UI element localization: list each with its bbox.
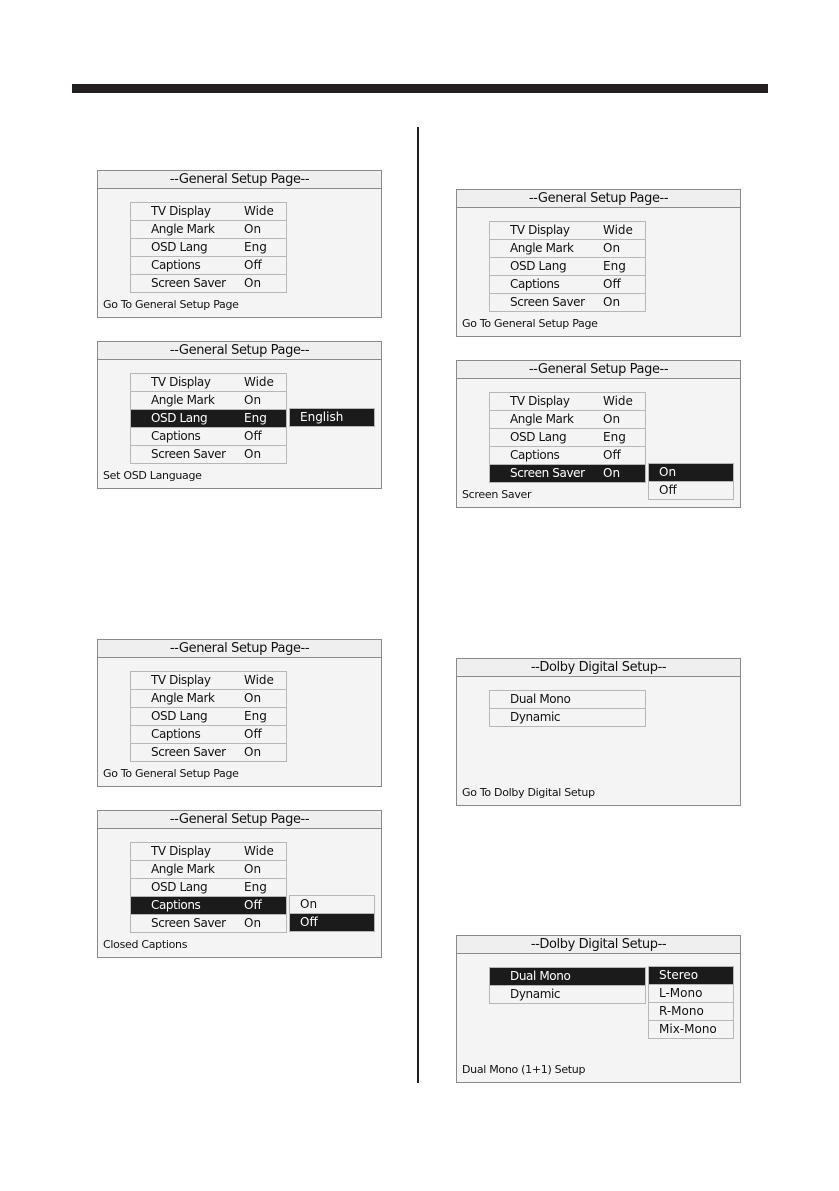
- menu-row-tv-display[interactable]: [131, 843, 286, 861]
- menu-value: On: [244, 691, 262, 705]
- menu-row-dual-mono-selected[interactable]: [490, 968, 645, 986]
- menu-value: Wide: [244, 673, 274, 687]
- menu-row-screen-saver[interactable]: [131, 744, 286, 762]
- captions-submenu: [289, 895, 375, 932]
- osd-title: --General Setup Page--: [97, 170, 382, 189]
- dual-mono-submenu: [648, 966, 734, 1039]
- menu-label: Screen Saver: [151, 916, 226, 930]
- menu-row-screen-saver[interactable]: [490, 294, 645, 312]
- menu-row-captions[interactable]: [131, 257, 286, 275]
- menu-row-screen-saver[interactable]: [131, 915, 286, 933]
- menu-value: Off: [244, 258, 262, 272]
- general-setup-menu: [130, 842, 287, 933]
- menu-label: Screen Saver: [151, 447, 226, 461]
- osd-title: --General Setup Page--: [97, 341, 382, 360]
- menu-value: Eng: [603, 430, 626, 444]
- menu-label: Screen Saver: [151, 276, 226, 290]
- menu-value: On: [603, 412, 621, 426]
- submenu-option-r-mono[interactable]: R-Mono: [649, 1003, 733, 1021]
- menu-label: TV Display: [151, 375, 211, 389]
- menu-label: Dynamic: [510, 987, 561, 1001]
- menu-value: Wide: [244, 844, 274, 858]
- menu-row-angle-mark[interactable]: [131, 861, 286, 879]
- menu-label: OSD Lang: [510, 259, 567, 273]
- menu-row-tv-display[interactable]: [490, 393, 645, 411]
- osd-body: [97, 657, 382, 787]
- menu-value: Off: [244, 429, 262, 443]
- menu-label: OSD Lang: [151, 709, 208, 723]
- menu-row-angle-mark[interactable]: [490, 240, 645, 258]
- menu-value: Off: [603, 448, 621, 462]
- general-setup-menu: [130, 671, 287, 762]
- menu-label: Captions: [151, 898, 201, 912]
- menu-row-osd-lang-selected[interactable]: [131, 410, 286, 428]
- menu-row-captions[interactable]: [131, 726, 286, 744]
- menu-value: On: [603, 466, 621, 480]
- menu-row-angle-mark[interactable]: [131, 690, 286, 708]
- menu-value: Eng: [244, 880, 267, 894]
- osd-screen-general-captions: [97, 810, 382, 957]
- osd-title: --General Setup Page--: [456, 189, 741, 208]
- menu-value: On: [244, 745, 262, 759]
- osd-body: [456, 378, 741, 508]
- menu-label: TV Display: [151, 673, 211, 687]
- menu-row-osd-lang[interactable]: [131, 879, 286, 897]
- menu-row-dual-mono[interactable]: [490, 691, 645, 709]
- general-setup-menu: [130, 373, 287, 464]
- menu-label: Angle Mark: [151, 691, 215, 705]
- menu-row-angle-mark[interactable]: [490, 411, 645, 429]
- menu-label: Dual Mono: [510, 692, 571, 706]
- menu-row-captions[interactable]: [490, 276, 645, 294]
- osd-body: [97, 188, 382, 318]
- menu-value: On: [244, 222, 262, 236]
- general-setup-menu: [489, 221, 646, 312]
- menu-value: Wide: [244, 375, 274, 389]
- menu-value: Off: [603, 277, 621, 291]
- submenu-option-on[interactable]: On: [290, 896, 374, 914]
- osd-footer-status: Go To General Setup Page: [103, 298, 239, 311]
- menu-row-tv-display[interactable]: [131, 672, 286, 690]
- osd-screen-dolby-digital: [456, 658, 741, 805]
- menu-row-dynamic[interactable]: [490, 986, 645, 1004]
- osd-title: --General Setup Page--: [97, 639, 382, 658]
- menu-value: On: [603, 241, 621, 255]
- osd-body: [97, 828, 382, 958]
- menu-row-tv-display[interactable]: [490, 222, 645, 240]
- menu-value: Eng: [244, 411, 267, 425]
- menu-row-captions-selected[interactable]: [131, 897, 286, 915]
- osd-lang-submenu: [289, 408, 375, 427]
- menu-value: Eng: [603, 259, 626, 273]
- menu-label: Angle Mark: [510, 412, 574, 426]
- menu-value: On: [244, 447, 262, 461]
- osd-footer-status: Go To General Setup Page: [103, 767, 239, 780]
- menu-value: Wide: [244, 204, 274, 218]
- submenu-option-off[interactable]: Off: [649, 482, 733, 500]
- menu-label: Dynamic: [510, 710, 561, 724]
- osd-title: --General Setup Page--: [97, 810, 382, 829]
- osd-body: [456, 953, 741, 1083]
- osd-body: [456, 676, 741, 806]
- osd-screen-general-2: [97, 639, 382, 786]
- dolby-setup-menu: [489, 967, 646, 1004]
- general-setup-menu: [130, 202, 287, 293]
- menu-row-screen-saver[interactable]: [131, 446, 286, 464]
- menu-label: Screen Saver: [510, 295, 585, 309]
- menu-label: OSD Lang: [151, 240, 208, 254]
- menu-value: On: [244, 276, 262, 290]
- menu-label: OSD Lang: [510, 430, 567, 444]
- menu-value: Wide: [603, 394, 633, 408]
- osd-body: [456, 207, 741, 337]
- osd-screen-general-1: [97, 170, 382, 317]
- menu-label: Angle Mark: [510, 241, 574, 255]
- menu-label: Angle Mark: [151, 862, 215, 876]
- osd-screen-dolby-dual-mono: [456, 935, 741, 1082]
- general-setup-menu: [489, 392, 646, 483]
- osd-screen-general-3: [456, 189, 741, 336]
- header-rule: [72, 84, 768, 93]
- menu-row-captions[interactable]: [490, 447, 645, 465]
- submenu-option-english[interactable]: English: [290, 409, 374, 427]
- submenu-option-mix-mono[interactable]: Mix-Mono: [649, 1021, 733, 1039]
- menu-value: Eng: [244, 240, 267, 254]
- menu-label: Dual Mono: [510, 969, 571, 983]
- menu-row-angle-mark[interactable]: [131, 392, 286, 410]
- menu-row-screen-saver-selected[interactable]: [490, 465, 645, 483]
- menu-label: TV Display: [151, 204, 211, 218]
- menu-row-captions[interactable]: [131, 428, 286, 446]
- menu-label: Captions: [151, 727, 201, 741]
- menu-label: Captions: [510, 277, 560, 291]
- osd-title: --General Setup Page--: [456, 360, 741, 379]
- submenu-option-off[interactable]: Off: [290, 914, 374, 932]
- menu-value: Wide: [603, 223, 633, 237]
- menu-label: TV Display: [510, 223, 570, 237]
- menu-value: On: [603, 295, 621, 309]
- menu-value: Off: [244, 898, 262, 912]
- menu-row-tv-display[interactable]: [131, 203, 286, 221]
- osd-footer-status: Go To Dolby Digital Setup: [462, 786, 595, 799]
- menu-label: Captions: [151, 429, 201, 443]
- osd-footer-status: Screen Saver: [462, 488, 532, 501]
- menu-row-screen-saver[interactable]: [131, 275, 286, 293]
- submenu-option-l-mono[interactable]: L-Mono: [649, 985, 733, 1003]
- menu-row-osd-lang[interactable]: [490, 258, 645, 276]
- column-divider: [417, 127, 419, 1083]
- osd-footer-status: Closed Captions: [103, 938, 188, 951]
- dolby-setup-menu: [489, 690, 646, 727]
- menu-label: Angle Mark: [151, 222, 215, 236]
- menu-label: Screen Saver: [151, 745, 226, 759]
- osd-footer-status: Go To General Setup Page: [462, 317, 598, 330]
- menu-label: Captions: [151, 258, 201, 272]
- menu-value: Eng: [244, 709, 267, 723]
- osd-body: [97, 359, 382, 489]
- menu-value: On: [244, 393, 262, 407]
- menu-value: On: [244, 916, 262, 930]
- menu-row-angle-mark[interactable]: [131, 221, 286, 239]
- menu-label: Angle Mark: [151, 393, 215, 407]
- menu-label: TV Display: [151, 844, 211, 858]
- menu-value: On: [244, 862, 262, 876]
- screen-saver-submenu: [648, 463, 734, 500]
- osd-footer-status: Dual Mono (1+1) Setup: [462, 1063, 586, 1076]
- menu-label: OSD Lang: [151, 411, 208, 425]
- osd-footer-status: Set OSD Language: [103, 469, 202, 482]
- menu-row-osd-lang[interactable]: [490, 429, 645, 447]
- menu-row-osd-lang[interactable]: [131, 239, 286, 257]
- menu-row-tv-display[interactable]: [131, 374, 286, 392]
- osd-screen-general-screen-saver: [456, 360, 741, 507]
- menu-label: Screen Saver: [510, 466, 585, 480]
- menu-row-osd-lang[interactable]: [131, 708, 286, 726]
- menu-label: Captions: [510, 448, 560, 462]
- menu-row-dynamic[interactable]: [490, 709, 645, 727]
- osd-title: --Dolby Digital Setup--: [456, 658, 741, 677]
- osd-screen-general-osd-lang: [97, 341, 382, 488]
- osd-title: --Dolby Digital Setup--: [456, 935, 741, 954]
- submenu-option-stereo[interactable]: Stereo: [649, 967, 733, 985]
- menu-value: Off: [244, 727, 262, 741]
- submenu-option-on[interactable]: On: [649, 464, 733, 482]
- menu-label: TV Display: [510, 394, 570, 408]
- menu-label: OSD Lang: [151, 880, 208, 894]
